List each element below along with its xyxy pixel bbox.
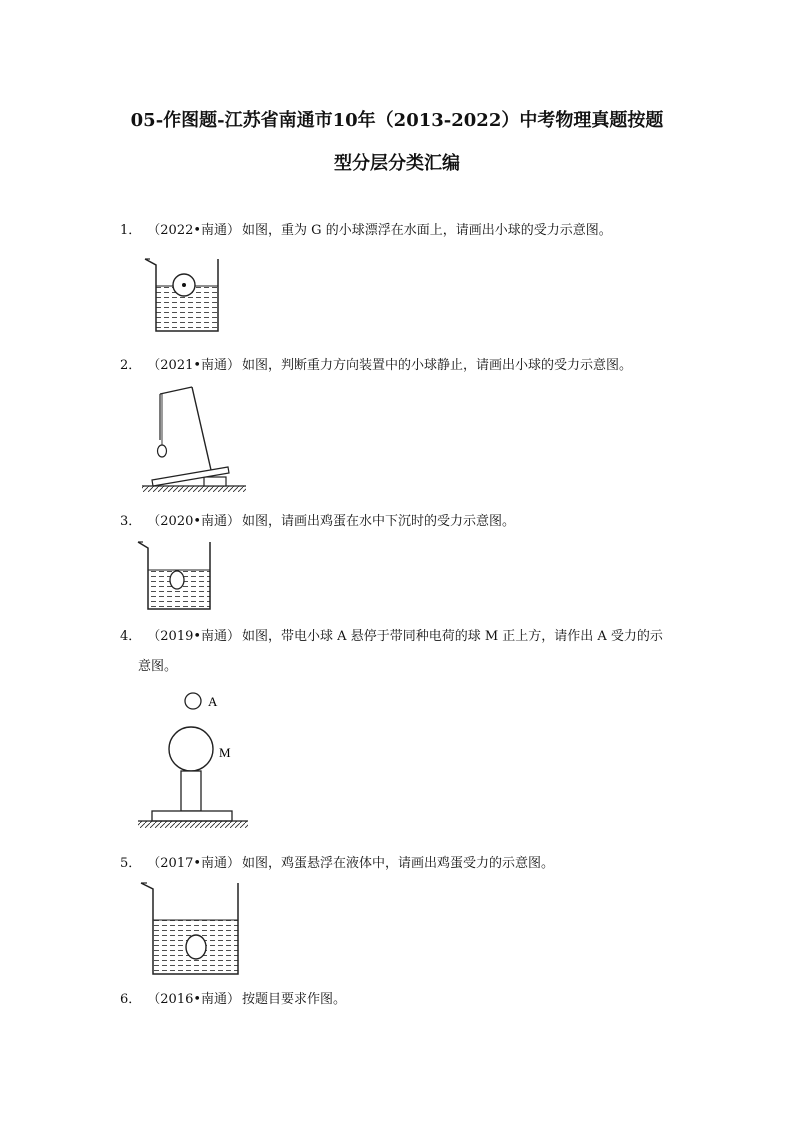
question-text: 如图，鸡蛋悬浮在液体中，请画出鸡蛋受力的示意图。 — [242, 856, 555, 871]
label-ball-a: A — [208, 694, 218, 709]
question-source: （2016•南通） — [147, 992, 241, 1007]
page-title-line-1: 05-作图题-江苏省南通市10年（2013-2022）中考物理真题按题 — [130, 110, 664, 131]
label-ball-m: M — [219, 745, 231, 760]
question-text: 按题目要求作图。 — [242, 992, 347, 1007]
question-source: （2021•南通） — [147, 358, 241, 373]
question-text: 如图，带电小球 A 悬停于带同种电荷的球 M 正上方，请作出 A 受力的示 — [242, 629, 663, 644]
page-title-line-2: 型分层分类汇编 — [334, 153, 460, 174]
figure-1-floating-ball-beaker — [140, 255, 230, 335]
question-5 — [120, 852, 554, 871]
question-1 — [120, 219, 612, 238]
question-2 — [120, 354, 632, 373]
question-number: 6． — [120, 992, 142, 1007]
question-number: 3． — [120, 514, 142, 529]
figure-5-suspended-egg-beaker — [138, 878, 243, 978]
figure-3-sinking-egg-beaker — [135, 539, 220, 611]
question-text: 如图，重为 G 的小球漂浮在水面上，请画出小球的受力示意图。 — [242, 223, 612, 238]
question-number: 4． — [120, 629, 142, 644]
question-4-continuation: 意图。 — [138, 659, 178, 674]
question-text: 如图，请画出鸡蛋在水中下沉时的受力示意图。 — [242, 514, 516, 529]
question-number: 1． — [120, 223, 142, 238]
question-number: 5． — [120, 856, 142, 871]
question-4 — [120, 625, 663, 644]
figure-4-charged-balls — [135, 688, 255, 833]
question-3 — [120, 510, 515, 529]
question-source: （2020•南通） — [147, 514, 241, 529]
question-source: （2019•南通） — [147, 629, 241, 644]
question-text: 如图，判断重力方向装置中的小球静止，请画出小球的受力示意图。 — [242, 358, 633, 373]
question-6 — [120, 988, 346, 1007]
question-source: （2017•南通） — [147, 856, 241, 871]
question-number: 2． — [120, 358, 142, 373]
figure-2-plumb-line-device — [138, 382, 253, 497]
question-source: （2022•南通） — [147, 223, 241, 238]
